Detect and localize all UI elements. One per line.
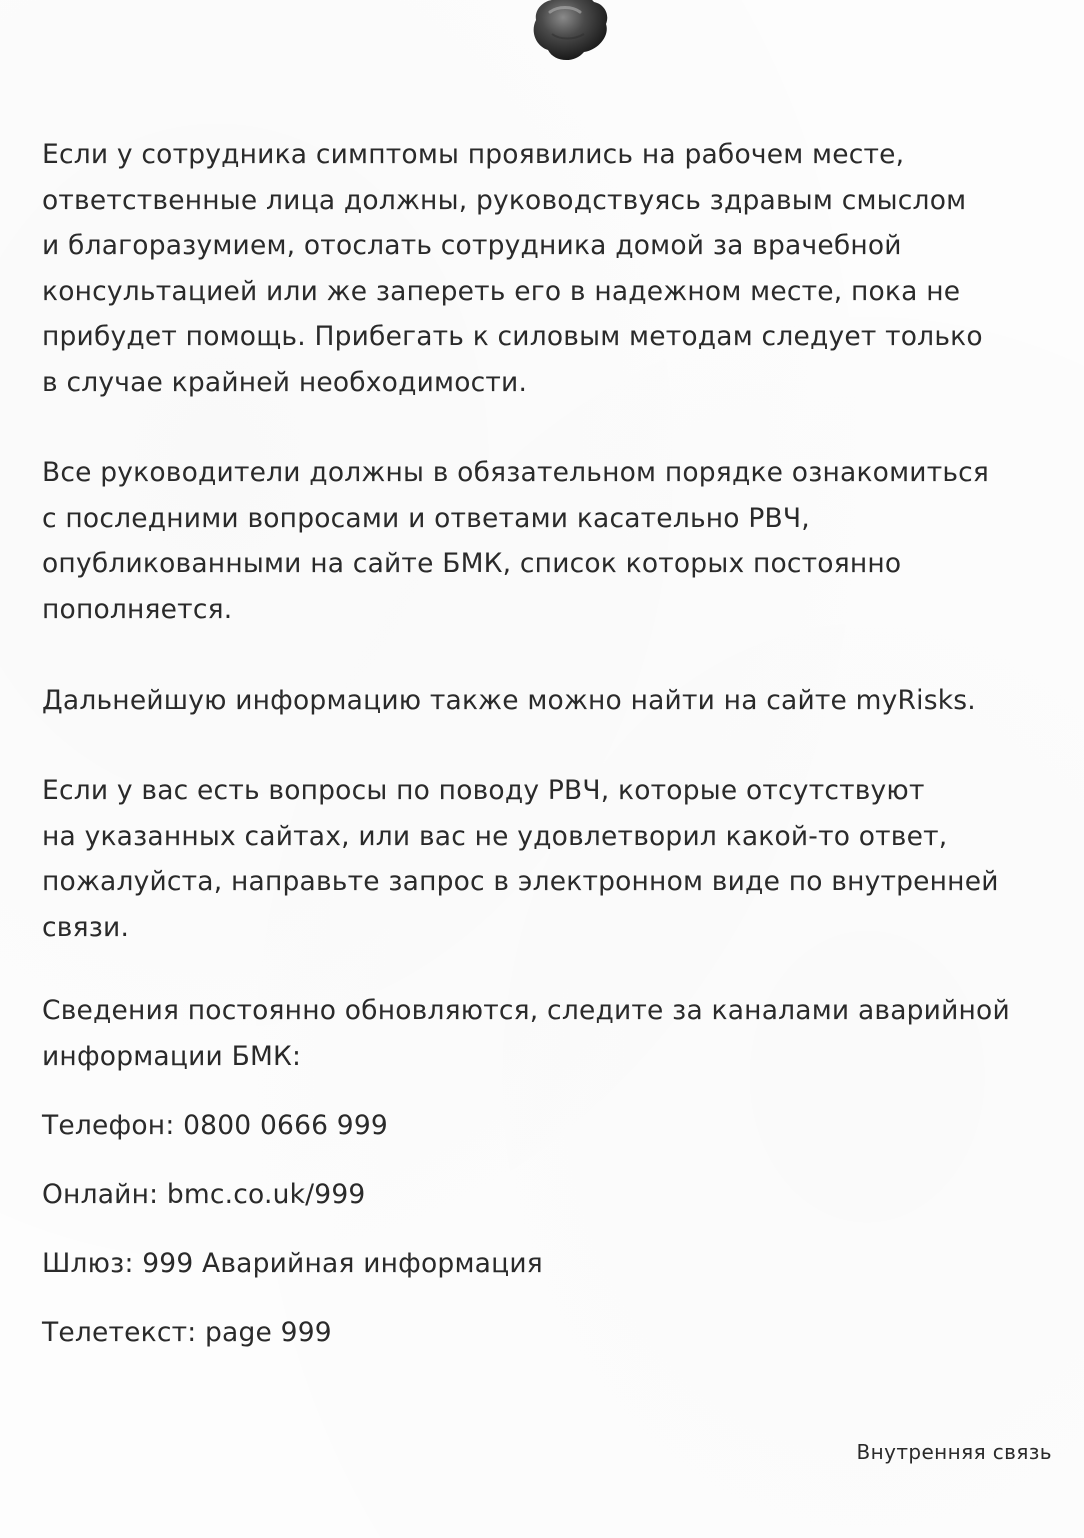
paragraph-questions: Если у вас есть вопросы по поводу РВЧ, которые отсутствуют на указанных сайтах, или вас не удовлетворил какой-то ответ, пожалуйста, направьте запрос в электронном виде по внутренней связи. [42, 775, 999, 943]
footer-label: Внутренняя связь [856, 1440, 1052, 1464]
paragraph-managers: Все руководители должны в обязательном порядке ознакомиться с последними вопросами и ответами касательно РВЧ, опубликованными на сайте БМК, список которых постоянно пополняется. [42, 457, 990, 625]
contact-teletext: Телетекст: page 999 [42, 1317, 332, 1348]
contact-phone: Телефон: 0800 0666 999 [42, 1110, 388, 1141]
paragraph-updates: Сведения постоянно обновляются, следите за каналами аварийной информации БМК: [42, 995, 1010, 1072]
contact-online: Онлайн: bmc.co.uk/999 [42, 1179, 366, 1210]
paragraph-further-info: Дальнейшую информацию также можно найти на сайте myRisks. [42, 685, 976, 716]
contact-gateway: Шлюз: 999 Аварийная информация [42, 1248, 543, 1279]
pushpin-icon [528, 0, 614, 70]
paragraph-symptoms: Если у сотрудника симптомы проявились на рабочем месте, ответственные лица должны, руководствуясь здравым смыслом и благоразумием, отослать сотрудника домой за врачебной консультацией или же запереть его в надежном месте, пока не прибудет помощь. Прибегать к силовым методам следует только в случае крайней необходимости. [42, 139, 983, 398]
